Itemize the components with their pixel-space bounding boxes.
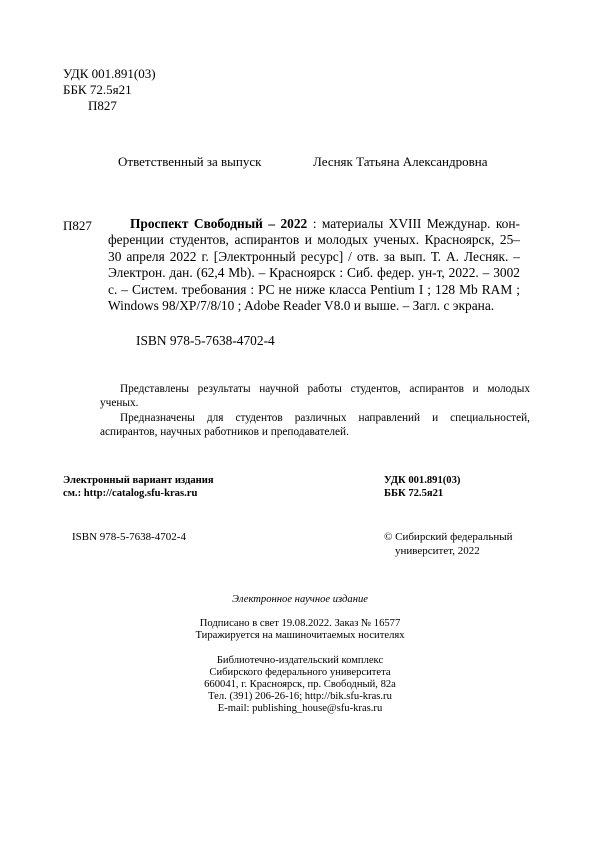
electronic-version-url: см.: http://catalog.sfu-kras.ru: [63, 488, 198, 499]
publisher-line-2: Сибирского федерального университета: [209, 667, 391, 678]
record-line-3: 30 апреля 2022 г. [Электронный ресурс] / отв. за вып. Т. А. Лесняк. –: [108, 248, 520, 264]
electronic-version-label: Электронный вариант издания: [63, 475, 214, 486]
electronic-bbk: ББК 72.5я21: [384, 488, 444, 499]
record-line-4: Электрон. дан. (62,4 Mb). – Красноярск : Сиб. федер. ун-т, 2022. –: [108, 265, 490, 281]
replicated-line: Тиражируется на машиночитаемых носителях: [195, 630, 405, 641]
publisher-address: 660041, г. Красноярск, пр. Свободный, 82а: [204, 679, 396, 690]
edition-type: Электронное научное издание: [232, 594, 368, 605]
responsible-name: Лесняк Татьяна Александровна: [313, 154, 488, 169]
record-line-7: с экрана.: [443, 298, 495, 314]
responsible-label: Ответственный за выпуск: [118, 154, 262, 169]
electronic-udk: УДК 001.891(03): [384, 475, 461, 486]
signed-line: Подписано в свет 19.08.2022. Заказ № 16577: [199, 618, 401, 629]
record-isbn: ISBN 978-5-7638-4702-4: [136, 333, 275, 348]
record-line-6: RAM ; Windows 98/XP/7/8/10 ; Adobe Reader V8.0 и выше. – Загл.: [108, 281, 520, 314]
record-title: Проспект Свободный – 2022: [130, 216, 308, 231]
copyright-line-2: университет, 2022: [395, 545, 480, 557]
record-line-2: ференции студентов, аспирантов и молодых ученых. Красноярск, 25–: [108, 232, 520, 248]
record-line-1: : материалы XVIII Междунар. кон-: [307, 216, 520, 231]
publisher-line-1: Библиотечно-издательский комплекс: [216, 655, 384, 666]
record-line-5: 3002 с. – Систем. требования : PC не ниже класса Pentium I ; 128 Mb: [108, 265, 520, 297]
author-mark: П827: [88, 98, 117, 113]
publisher-phone: Тел. (391) 206-26-16; http://bik.sfu-kras.ru: [208, 691, 392, 702]
copyright-line-1: © Сибирский федеральный: [384, 531, 513, 543]
footer-isbn: ISBN 978-5-7638-4702-4: [72, 531, 186, 543]
udk-code: УДК 001.891(03): [63, 66, 156, 81]
bbk-code: ББК 72.5я21: [63, 82, 132, 97]
bibliographic-record: [108, 216, 520, 314]
annotation-p1: Представлены результаты научной работы студентов, аспирантов и молодых ученых.: [100, 383, 530, 409]
publisher-email: E-mail: publishing_house@sfu-kras.ru: [217, 703, 383, 714]
annotation-p2: Предназначены для студентов различных направлений и специальностей, аспирантов, научных работников и преподавателей.: [100, 412, 530, 438]
record-author-mark: П827: [63, 218, 92, 233]
